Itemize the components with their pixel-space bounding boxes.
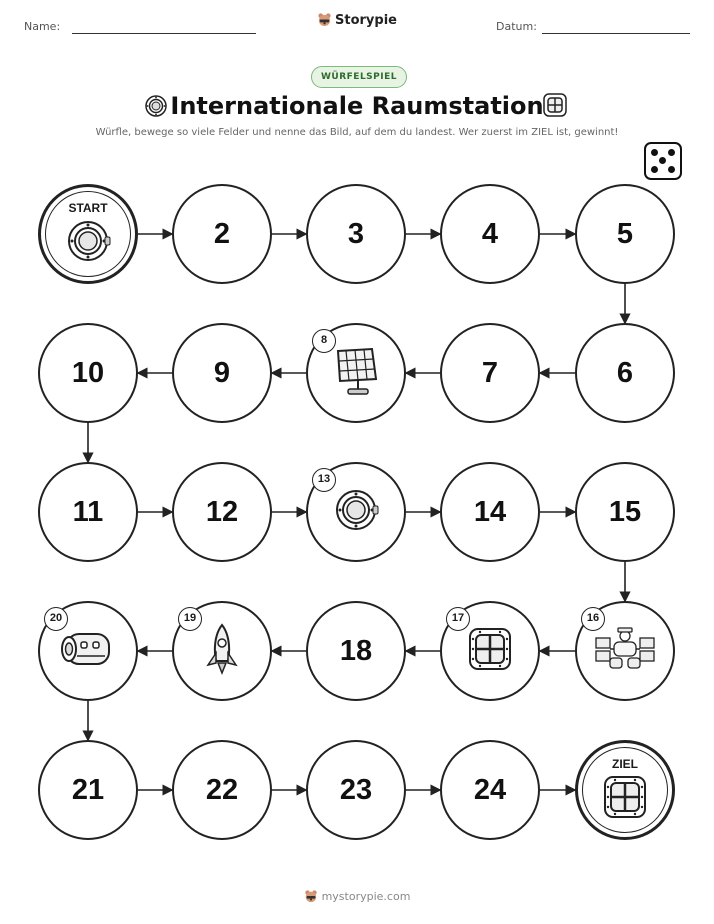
field-number: 23 xyxy=(339,773,373,806)
board-field xyxy=(38,323,138,423)
board-field xyxy=(172,601,272,701)
board-field xyxy=(440,462,540,562)
board-field xyxy=(306,601,406,701)
field-number-badge: 16 xyxy=(581,607,605,631)
footer-url: mystorypie.com xyxy=(321,890,411,903)
field-number: 10 xyxy=(71,356,105,389)
board-field xyxy=(38,601,138,701)
bear-logo-icon xyxy=(304,889,318,906)
board-field xyxy=(575,462,675,562)
field-number-badge: 8 xyxy=(312,329,336,353)
field-number: 5 xyxy=(616,217,634,250)
board-field xyxy=(440,601,540,701)
window-icon xyxy=(466,625,514,677)
name-label: Name: xyxy=(24,20,61,33)
board-field xyxy=(306,740,406,840)
field-number: 14 xyxy=(473,495,507,528)
date-label: Datum: xyxy=(496,20,537,33)
board-field xyxy=(38,462,138,562)
board-field xyxy=(575,184,675,284)
space-station-icon xyxy=(594,624,656,678)
page-title: Internationale Raumstation xyxy=(170,92,544,120)
instructions: Würfle, bewege so viele Felder und nenne das Bild, auf dem du landest. Wer zuerst im ZIEL ist, gewinnt! xyxy=(95,127,619,138)
brand-name: Storypie xyxy=(335,13,397,28)
board-field xyxy=(172,323,272,423)
board-field xyxy=(172,740,272,840)
field-number: 6 xyxy=(616,356,634,389)
board-field xyxy=(440,740,540,840)
goal-field xyxy=(575,740,675,840)
field-number: 24 xyxy=(473,773,507,806)
porthole-icon xyxy=(333,487,379,537)
goal-label: ZIEL xyxy=(612,757,638,771)
field-number: 9 xyxy=(213,356,231,389)
porthole-icon xyxy=(65,218,111,268)
field-number: 2 xyxy=(213,217,231,250)
field-number: 15 xyxy=(608,495,642,528)
module-icon xyxy=(57,626,119,676)
board-field xyxy=(440,323,540,423)
field-number-badge: 17 xyxy=(446,607,470,631)
field-number: 18 xyxy=(339,634,373,667)
board-field xyxy=(172,184,272,284)
board-field xyxy=(172,462,272,562)
rocket-icon xyxy=(202,621,242,681)
board-field xyxy=(306,184,406,284)
field-number-badge: 13 xyxy=(312,468,336,492)
field-number: 11 xyxy=(72,495,104,528)
field-number: 4 xyxy=(481,217,499,250)
board-field xyxy=(306,462,406,562)
field-number: 21 xyxy=(71,773,105,806)
board-field xyxy=(575,323,675,423)
start-field xyxy=(38,184,138,284)
board-field xyxy=(38,740,138,840)
board-field xyxy=(440,184,540,284)
board-field xyxy=(306,323,406,423)
solar-panel-icon xyxy=(328,343,384,403)
start-label: START xyxy=(68,201,108,215)
field-number-badge: 19 xyxy=(178,607,202,631)
board-field xyxy=(575,601,675,701)
field-number: 22 xyxy=(205,773,239,806)
window-icon xyxy=(601,773,649,825)
game-type-badge: WÜRFELSPIEL xyxy=(311,66,407,88)
field-number: 7 xyxy=(481,356,499,389)
field-number-badge: 20 xyxy=(44,607,68,631)
field-number: 12 xyxy=(205,495,239,528)
footer xyxy=(0,889,714,906)
field-number: 3 xyxy=(347,217,365,250)
